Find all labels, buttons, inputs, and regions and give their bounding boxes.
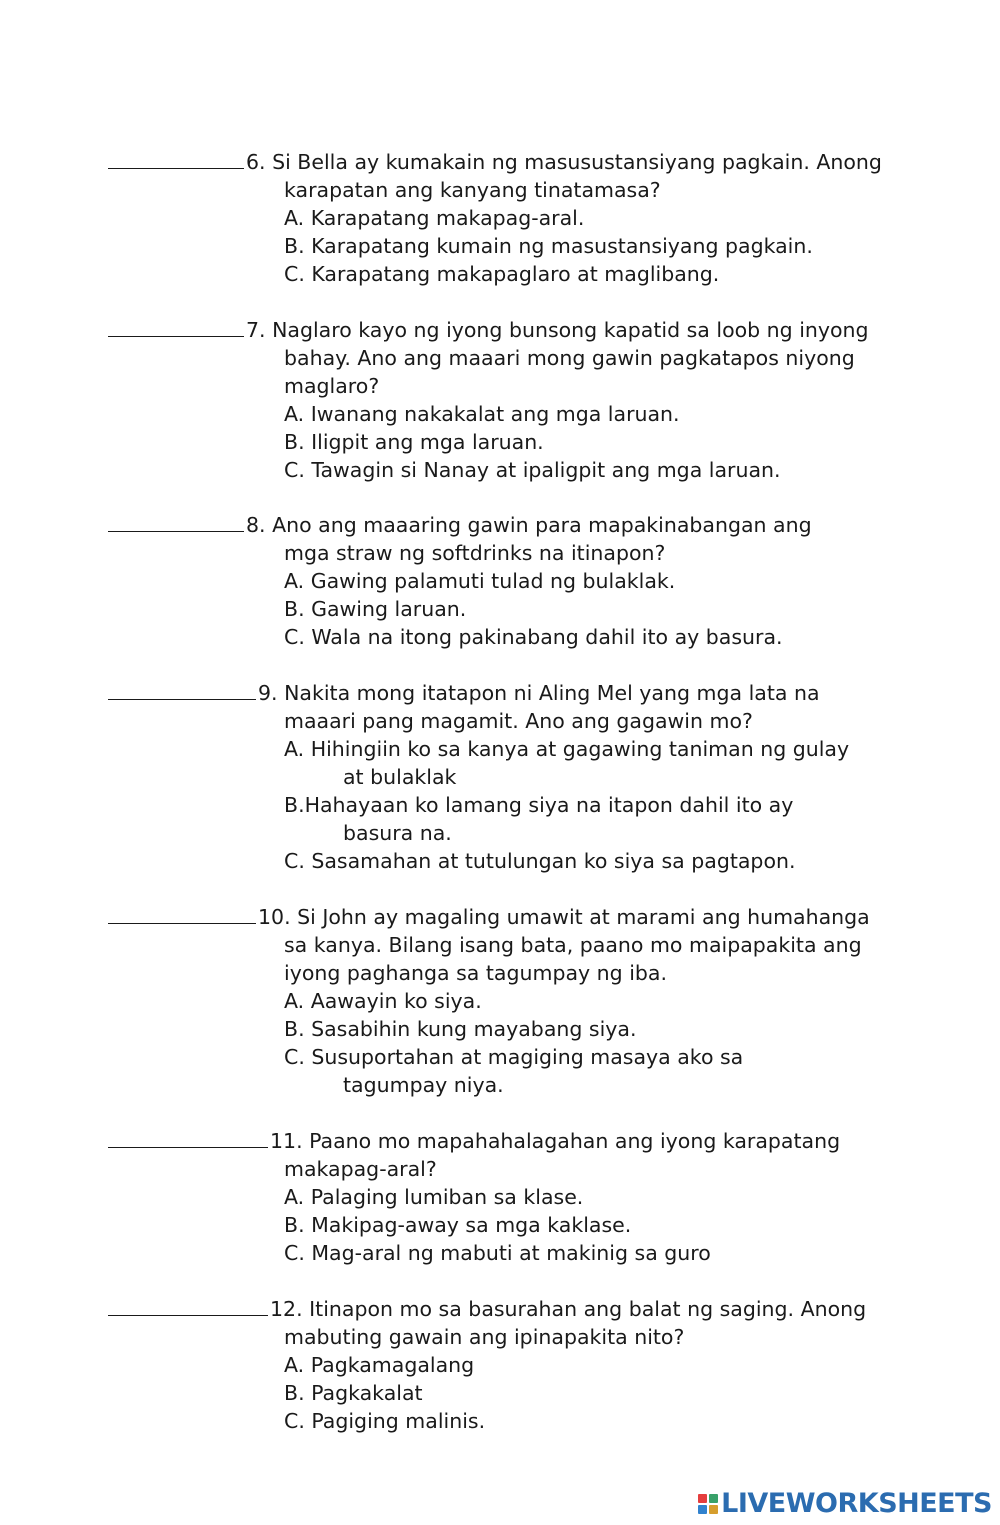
answer-option: C. Karapatang makapaglaro at maglibang. — [284, 262, 720, 286]
answer-blank[interactable] — [108, 146, 244, 169]
answer-option: B. Karapatang kumain ng masustansiyang pagkain. — [284, 234, 813, 258]
question-first-line — [108, 1293, 938, 1323]
answer-blank[interactable] — [108, 314, 244, 337]
question-6 — [108, 146, 938, 288]
answer-option: B. Gawing laruan. — [284, 597, 467, 621]
question-10 — [108, 901, 938, 1099]
question-stem-line: bahay. Ano ang maaari mong gawin pagkatapos niyong — [284, 346, 855, 370]
question-11 — [108, 1125, 938, 1267]
answer-option: C. Sasamahan at tutulungan ko siya sa pagtapon. — [284, 849, 796, 873]
answer-option: A. Iwanang nakakalat ang mga laruan. — [284, 402, 680, 426]
question-stem-line: mabuting gawain ang ipinapakita nito? — [284, 1325, 685, 1349]
answer-option: basura na. — [343, 821, 452, 845]
question-stem-line: sa kanya. Bilang isang bata, paano mo maipapakita ang — [284, 933, 862, 957]
answer-blank[interactable] — [108, 1125, 268, 1148]
question-first-line — [108, 146, 938, 176]
question-8 — [108, 509, 938, 651]
question-7 — [108, 314, 938, 484]
question-12 — [108, 1293, 938, 1435]
question-text: 11. Paano mo mapahahalagahan ang iyong karapatang — [270, 1129, 841, 1153]
liveworksheets-branding — [698, 1488, 992, 1519]
question-stem-line: maglaro? — [284, 374, 380, 398]
question-first-line — [108, 901, 938, 931]
answer-option: A. Pagkamagalang — [284, 1353, 475, 1377]
question-first-line — [108, 314, 938, 344]
answer-option: B. Makipag-away sa mga kaklase. — [284, 1213, 632, 1237]
question-first-line — [108, 677, 938, 707]
answer-option: at bulaklak — [343, 765, 457, 789]
logo-square-red — [698, 1494, 707, 1503]
question-text: 12. Itinapon mo sa basurahan ang balat ng saging. Anong — [270, 1297, 867, 1321]
question-stem-line: mga straw ng softdrinks na itinapon? — [284, 541, 666, 565]
answer-option: C. Wala na itong pakinabang dahil ito ay basura. — [284, 625, 783, 649]
answer-option: A. Gawing palamuti tulad ng bulaklak. — [284, 569, 676, 593]
answer-option: B. Iligpit ang mga laruan. — [284, 430, 544, 454]
answer-option: C. Pagiging malinis. — [284, 1409, 486, 1433]
question-first-line — [108, 509, 938, 539]
answer-option: A. Hihingiin ko sa kanya at gagawing taniman ng gulay — [284, 737, 850, 761]
answer-option: C. Mag-aral ng mabuti at makinig sa guro — [284, 1241, 711, 1265]
question-text: 7. Naglaro kayo ng iyong bunsong kapatid sa loob ng inyong — [246, 318, 869, 342]
answer-option: B. Pagkakalat — [284, 1381, 423, 1405]
answer-option: A. Aawayin ko siya. — [284, 989, 482, 1013]
question-text: 9. Nakita mong itatapon ni Aling Mel yang mga lata na — [258, 681, 820, 705]
question-stem-line: iyong paghanga sa tagumpay ng iba. — [284, 961, 667, 985]
answer-option: C. Tawagin si Nanay at ipaligpit ang mga laruan. — [284, 458, 781, 482]
answer-option: A. Karapatang makapag-aral. — [284, 206, 585, 230]
question-text: 10. Si John ay magaling umawit at marami ang humahanga — [258, 905, 870, 929]
question-stem-line: maaari pang magamit. Ano ang gagawin mo? — [284, 709, 753, 733]
logo-square-blue — [698, 1505, 707, 1514]
logo-square-green — [709, 1494, 718, 1503]
question-stem-line: makapag-aral? — [284, 1157, 437, 1181]
logo-square-yellow — [709, 1505, 718, 1514]
question-stem-line: karapatan ang kanyang tinatamasa? — [284, 178, 661, 202]
liveworksheets-logo-icon — [698, 1494, 718, 1514]
brand-text: LIVEWORKSHEETS — [721, 1488, 992, 1519]
answer-blank[interactable] — [108, 509, 244, 532]
answer-option: C. Susuportahan at magiging masaya ako sa — [284, 1045, 744, 1069]
answer-option: tagumpay niya. — [343, 1073, 504, 1097]
answer-option: B. Sasabihin kung mayabang siya. — [284, 1017, 637, 1041]
answer-blank[interactable] — [108, 677, 256, 700]
question-text: 8. Ano ang maaaring gawin para mapakinabangan ang — [246, 513, 812, 537]
question-9 — [108, 677, 938, 875]
question-first-line — [108, 1125, 938, 1155]
answer-option: B.Hahayaan ko lamang siya na itapon dahil ito ay — [284, 793, 794, 817]
answer-option: A. Palaging lumiban sa klase. — [284, 1185, 584, 1209]
question-text: 6. Si Bella ay kumakain ng masusustansiyang pagkain. Anong — [246, 150, 882, 174]
answer-blank[interactable] — [108, 1293, 268, 1316]
answer-blank[interactable] — [108, 901, 256, 924]
